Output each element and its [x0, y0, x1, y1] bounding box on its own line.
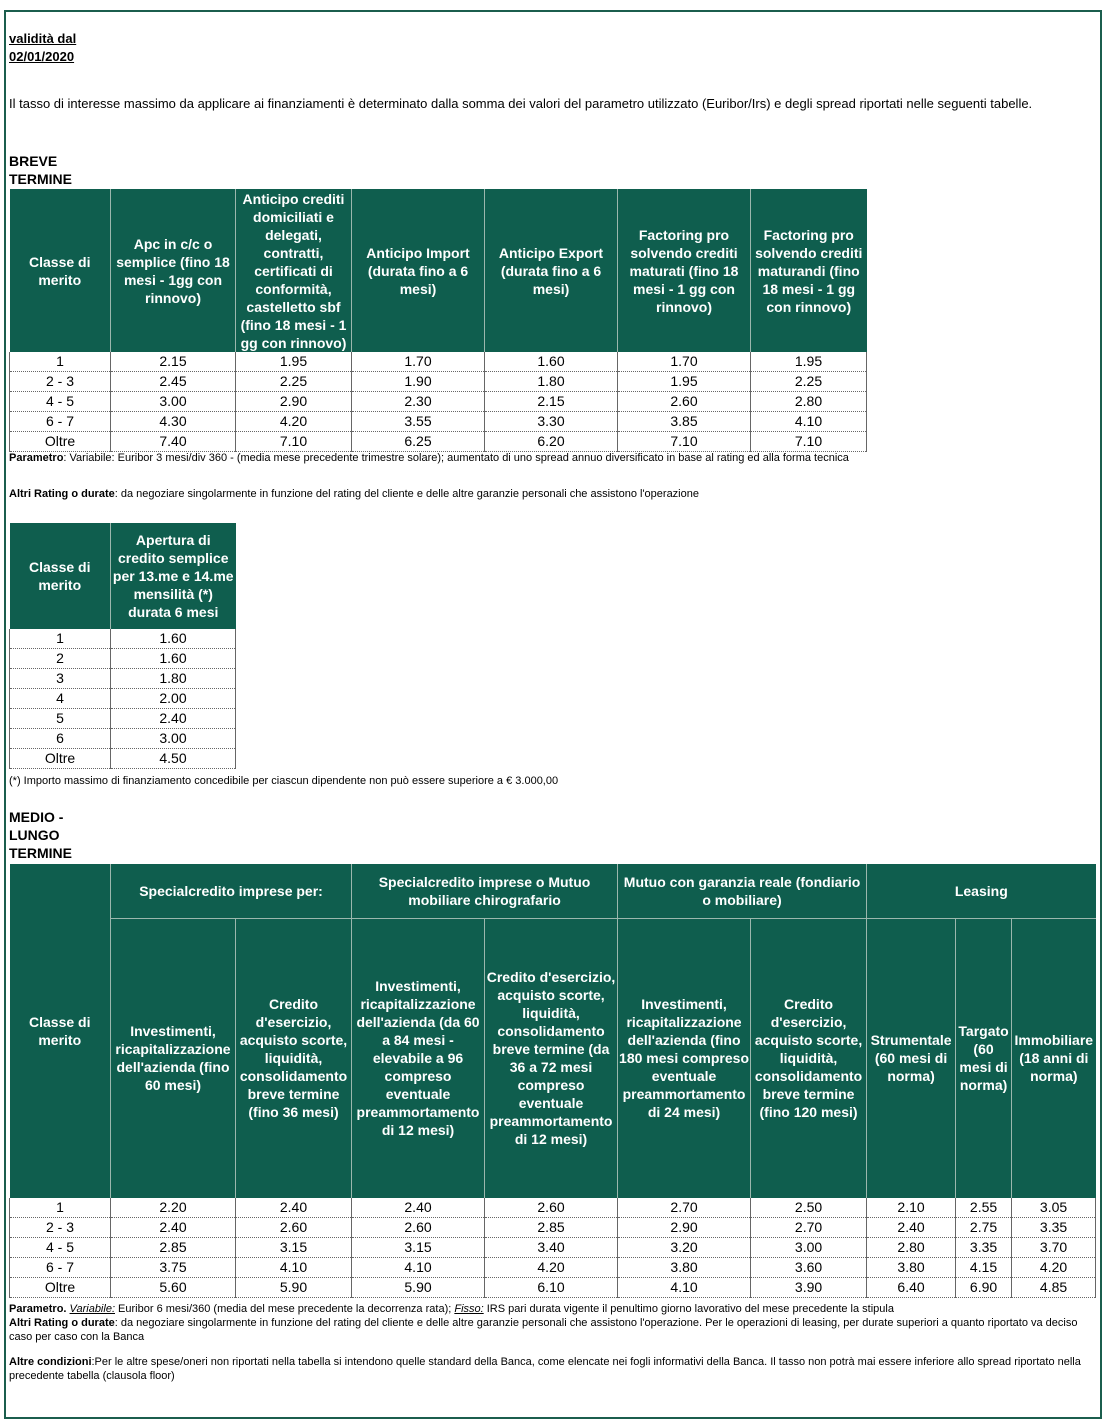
spread-cell: 2.80 [867, 1238, 956, 1258]
medio-group-header-row [10, 864, 1096, 918]
breve-header: Anticipo Export (durata fino a 6 mesi) [485, 189, 618, 352]
table-row [10, 749, 236, 769]
breve-parametro-note: Parametro: Variabile: Euribor 3 mesi/div 360 - (media mese precedente trimestre solare); aumentato di uno spread annuo diversificato in base al rating ed alla forma tecnica [9, 452, 849, 464]
apertura-credito-table [9, 523, 236, 769]
spread-cell: 2.25 [751, 372, 867, 392]
spread-cell: 7.10 [236, 432, 352, 452]
class-cell: 1 [10, 352, 111, 372]
intro-text: Il tasso di interesse massimo da applicare ai finanziamenti è determinato dalla somma dei valori del parametro utilizzato (Euribor/Irs) e degli spread riportati nelle seguenti tabelle. [9, 96, 1033, 111]
table-row [10, 372, 867, 392]
table-row [10, 432, 867, 452]
spread-cell: 7.40 [111, 432, 236, 452]
class-cell: 3 [10, 669, 111, 689]
medio-class-header: Classe di merito [10, 864, 111, 1198]
spread-cell: 2.10 [867, 1198, 956, 1218]
spread-cell: 3.90 [751, 1278, 867, 1298]
medio-group-header: Mutuo con garanzia reale (fondiario o mobiliare) [618, 864, 867, 918]
medio-subheader: Strumentale (60 mesi di norma) [867, 918, 956, 1198]
spread-cell: 1.95 [618, 372, 751, 392]
spread-cell: 4.30 [111, 412, 236, 432]
breve-header-row [10, 189, 867, 352]
spread-cell: 3.15 [236, 1238, 352, 1258]
table-row [10, 392, 867, 412]
table-row [10, 1258, 1096, 1278]
spread-cell: 4.50 [111, 749, 236, 769]
class-cell: 1 [10, 1198, 111, 1218]
spread-cell: 4.10 [751, 412, 867, 432]
medio-subheader: Investimenti, ricapitalizzazione dell'azienda (fino 60 mesi) [111, 918, 236, 1198]
spread-cell: 2.40 [867, 1218, 956, 1238]
validity-date [9, 30, 76, 66]
spread-cell: 3.35 [1012, 1218, 1096, 1238]
spread-cell: 3.55 [352, 412, 485, 432]
spread-cell: 3.15 [352, 1238, 485, 1258]
class-cell: 2 - 3 [10, 372, 111, 392]
spread-cell: 2.55 [956, 1198, 1012, 1218]
spread-cell: 2.60 [236, 1218, 352, 1238]
spread-cell: 2.90 [236, 392, 352, 412]
class-cell: Oltre [10, 749, 111, 769]
spread-cell: 3.05 [1012, 1198, 1096, 1218]
class-cell: Oltre [10, 1278, 111, 1298]
table-row [10, 1238, 1096, 1258]
medio-subheader: Credito d'esercizio, acquisto scorte, liquidità, consolidamento breve termine (fino 120 mesi) [751, 918, 867, 1198]
table-row [10, 669, 236, 689]
table-row [10, 1278, 1096, 1298]
spread-cell: 2.70 [751, 1218, 867, 1238]
spread-cell: 2.75 [956, 1218, 1012, 1238]
spread-cell: 3.75 [111, 1258, 236, 1278]
spread-cell: 2.15 [485, 392, 618, 412]
spread-cell: 1.80 [485, 372, 618, 392]
spread-cell: 2.45 [111, 372, 236, 392]
medio-subheader-row [10, 918, 1096, 1198]
spread-cell: 3.00 [111, 729, 236, 749]
spread-cell: 4.10 [236, 1258, 352, 1278]
spread-cell: 2.70 [618, 1198, 751, 1218]
table-row [10, 352, 867, 372]
table-row [10, 1198, 1096, 1218]
class-cell: 4 [10, 689, 111, 709]
breve-altri-rating-note: Altri Rating o durate: da negoziare singolarmente in funzione del rating del cliente e delle altre garanzie personali che assistono l'operazione [9, 488, 699, 500]
spread-cell: 6.40 [867, 1278, 956, 1298]
spread-cell: 5.90 [352, 1278, 485, 1298]
medio-group-header: Specialcredito imprese o Mutuo mobiliare chirografario [352, 864, 618, 918]
class-cell: 6 - 7 [10, 1258, 111, 1278]
medio-subheader: Credito d'esercizio, acquisto scorte, liquidità, consolidamento breve termine (da 36 a 72 mesi compreso eventuale preammortamento di 12 mesi) [485, 918, 618, 1198]
medio-group-header: Leasing [867, 864, 1096, 918]
table-row [10, 689, 236, 709]
class-cell: 4 - 5 [10, 392, 111, 412]
spread-cell: 3.40 [485, 1238, 618, 1258]
class-cell: 4 - 5 [10, 1238, 111, 1258]
class-cell: 2 - 3 [10, 1218, 111, 1238]
spread-cell: 3.80 [618, 1258, 751, 1278]
breve-header: Factoring pro solvendo crediti maturandi (fino 18 mesi - 1 gg con rinnovo) [751, 189, 867, 352]
breve-termine-table [9, 189, 867, 452]
medio-lungo-termine-table [9, 864, 1096, 1298]
spread-cell: 3.20 [618, 1238, 751, 1258]
class-cell: 2 [10, 649, 111, 669]
table-row [10, 649, 236, 669]
spread-cell: 2.90 [618, 1218, 751, 1238]
spread-cell: 2.50 [751, 1198, 867, 1218]
spread-cell: 6.10 [485, 1278, 618, 1298]
spread-cell: 2.40 [236, 1198, 352, 1218]
spread-cell: 2.60 [485, 1198, 618, 1218]
apertura-footnote: (*) Importo massimo di finanziamento concedibile per ciascun dipendente non può essere superiore a € 3.000,00 [9, 775, 559, 787]
spread-cell: 1.80 [111, 669, 236, 689]
spread-cell: 2.25 [236, 372, 352, 392]
medio-subheader: Targato (60 mesi di norma) [956, 918, 1012, 1198]
spread-cell: 4.15 [956, 1258, 1012, 1278]
spread-cell: 2.00 [111, 689, 236, 709]
spread-cell: 1.60 [111, 629, 236, 649]
apertura-header: Apertura di credito semplice per 13.me e 14.me mensilità (*) durata 6 mesi [111, 523, 236, 629]
spread-cell: 5.90 [236, 1278, 352, 1298]
medio-group-header: Specialcredito imprese per: [111, 864, 352, 918]
class-cell: 5 [10, 709, 111, 729]
spread-cell: 3.00 [111, 392, 236, 412]
spread-cell: 1.60 [111, 649, 236, 669]
section-title-medio: MEDIO - LUNGO TERMINE [9, 809, 72, 861]
apertura-header: Classe di merito [10, 523, 111, 629]
breve-header: Anticipo Import (durata fino a 6 mesi) [352, 189, 485, 352]
spread-cell: 2.20 [111, 1198, 236, 1218]
spread-cell: 7.10 [618, 432, 751, 452]
class-cell: 6 - 7 [10, 412, 111, 432]
spread-cell: 2.30 [352, 392, 485, 412]
spread-cell: 2.40 [352, 1198, 485, 1218]
medio-subheader: Credito d'esercizio, acquisto scorte, liquidità, consolidamento breve termine (fino 36 mesi) [236, 918, 352, 1198]
spread-cell: 1.95 [236, 352, 352, 372]
spread-cell: 3.00 [751, 1238, 867, 1258]
medio-subheader: Immobiliare (18 anni di norma) [1012, 918, 1096, 1198]
spread-cell: 1.70 [352, 352, 485, 372]
spread-cell: 5.60 [111, 1278, 236, 1298]
breve-header: Apc in c/c o semplice (fino 18 mesi - 1gg con rinnovo) [111, 189, 236, 352]
spread-cell: 2.85 [111, 1238, 236, 1258]
spread-cell: 4.10 [618, 1278, 751, 1298]
spread-cell: 2.40 [111, 709, 236, 729]
spread-cell: 4.10 [352, 1258, 485, 1278]
spread-cell: 6.90 [956, 1278, 1012, 1298]
spread-cell: 2.60 [618, 392, 751, 412]
spread-cell: 4.20 [236, 412, 352, 432]
apertura-header-row [10, 523, 236, 629]
breve-header: Anticipo crediti domiciliati e delegati, contratti, certificati di conformità, castelletto sbf (fino 18 mesi - 1 gg con rinnovo) [236, 189, 352, 352]
breve-header: Classe di merito [10, 189, 111, 352]
medio-subheader: Investimenti, ricapitalizzazione dell'azienda (da 60 a 84 mesi - elevabile a 96 compreso eventuale preammortamento di 12 mesi) [352, 918, 485, 1198]
class-cell: 1 [10, 629, 111, 649]
spread-cell: 3.35 [956, 1238, 1012, 1258]
class-cell: Oltre [10, 432, 111, 452]
section-title-breve: BREVE TERMINE [9, 153, 72, 187]
table-row [10, 729, 236, 749]
spread-cell: 4.20 [1012, 1258, 1096, 1278]
medio-altre-condizioni-note: Altre condizioni:Per le altre spese/oneri non riportati nella tabella si intendono quelle standard della Banca, come elencate nei fogli informativi della Banca. Il tasso non potrà mai essere inferiore allo spread riportato nella precedente tabella (clausola floor) [9, 1356, 1081, 1382]
medio-parametro-note: Parametro. Variabile: Euribor 6 mesi/360 (media del mese precedente la decorrenza rata); Fisso: IRS pari durata vigente il penultimo giorno lavorativo del mese precedente la stipula [9, 1303, 894, 1315]
spread-cell: 2.60 [352, 1218, 485, 1238]
spread-cell: 2.15 [111, 352, 236, 372]
spread-cell: 1.95 [751, 352, 867, 372]
spread-cell: 2.40 [111, 1218, 236, 1238]
class-cell: 6 [10, 729, 111, 749]
spread-cell: 4.20 [485, 1258, 618, 1278]
spread-cell: 4.85 [1012, 1278, 1096, 1298]
spread-cell: 3.30 [485, 412, 618, 432]
spread-cell: 2.80 [751, 392, 867, 412]
spread-cell: 3.80 [867, 1258, 956, 1278]
medio-subheader: Investimenti, ricapitalizzazione dell'azienda (fino 180 mesi compreso eventuale preammortamento di 24 mesi) [618, 918, 751, 1198]
table-row [10, 1218, 1096, 1238]
spread-cell: 1.90 [352, 372, 485, 392]
spread-cell: 3.70 [1012, 1238, 1096, 1258]
spread-cell: 1.60 [485, 352, 618, 372]
table-row [10, 629, 236, 649]
spread-cell: 1.70 [618, 352, 751, 372]
medio-altri-rating-note: Altri Rating o durate: da negoziare singolarmente in funzione del rating del cliente e delle altre garanzie personali che assistono l'operazione. Per le operazioni di leasing, per durate superiori a quanto riportato va deciso caso per caso con la Banca [9, 1317, 1078, 1343]
spread-cell: 6.20 [485, 432, 618, 452]
table-row [10, 709, 236, 729]
validity-value: 02/01/2020 [9, 49, 75, 64]
validity-label: validità dal [9, 31, 77, 46]
spread-cell: 6.25 [352, 432, 485, 452]
spread-cell: 2.85 [485, 1218, 618, 1238]
spread-cell: 3.60 [751, 1258, 867, 1278]
table-row [10, 412, 867, 432]
spread-cell: 3.85 [618, 412, 751, 432]
breve-header: Factoring pro solvendo crediti maturati (fino 18 mesi - 1 gg con rinnovo) [618, 189, 751, 352]
spread-cell: 7.10 [751, 432, 867, 452]
